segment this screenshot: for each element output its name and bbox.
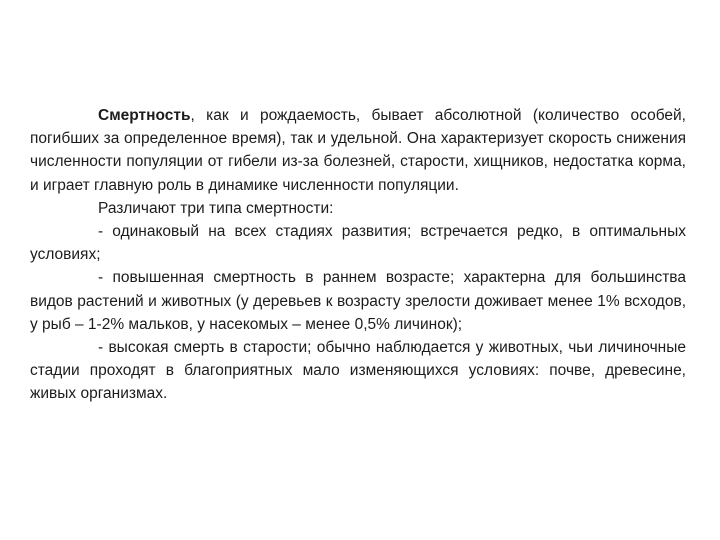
paragraph-type-old-age: - высокая смерть в старости; обычно наблюдается у животных, чьи личиночные стадии проходят в благоприятных мало изменяющихся условиях: почве, древесине, живых организмах. [30,339,686,403]
paragraph-type-early: - повышенная смертность в раннем возрасте; характерна для большинства видов растений и животных (у деревьев к возрасту зрелости доживает менее 1% всходов, у рыб – 1-2% мальков, у насекомых – менее 0,5% личинок); [30,269,686,333]
paragraph-types-intro: Различают три типа смертности: [98,199,334,217]
paragraph-type-uniform: - одинаковый на всех стадиях развития; встречается редко, в оптимальных условиях; [30,223,686,264]
paragraph-definition [30,104,686,197]
term-mortality: Смертность [98,107,191,124]
text-block [30,104,686,406]
paragraph-definition-text: , как и рождаемость, бывает абсолютной (количество особей, погибших за определенное время), так и удельной. Она характеризует скорость снижения численности популяции от гибели из-за болезней, старости, хищников, недостатка корма, и играет главную роль в динамике численности популяции. [30,107,686,194]
